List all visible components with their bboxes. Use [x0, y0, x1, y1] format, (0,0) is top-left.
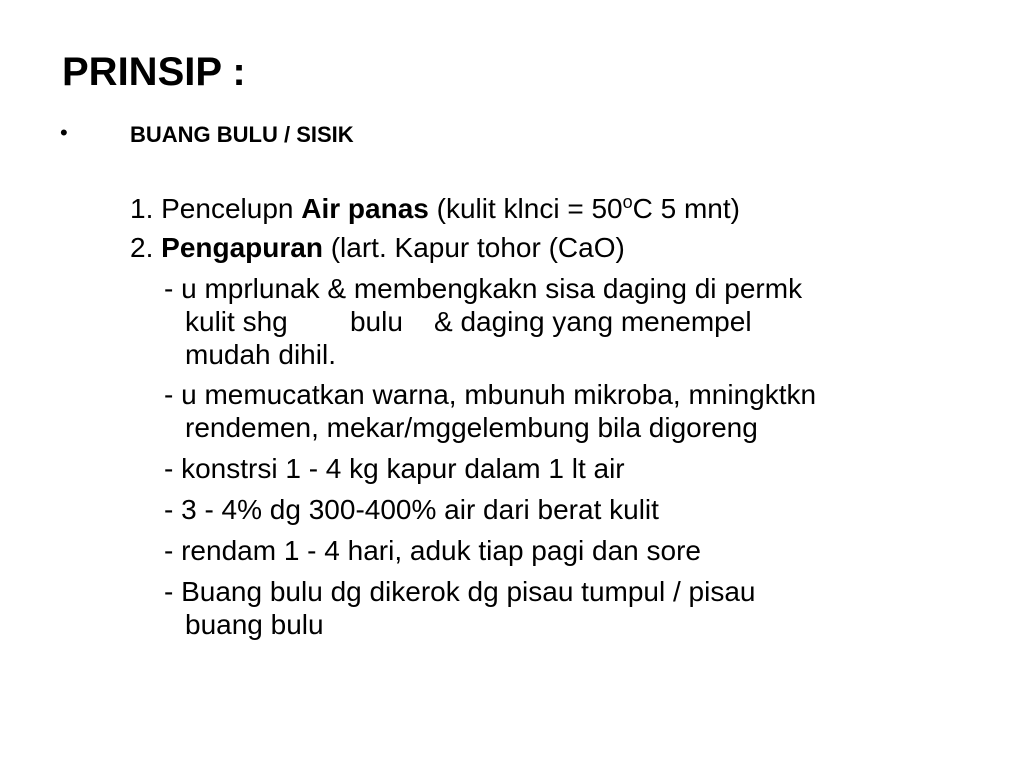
detail-1-line-1: - u mprlunak & membengkakn sisa daging di permk	[164, 273, 803, 304]
detail-2-line-2: rendemen, mekar/mggelembung bila digoreng	[185, 412, 758, 443]
step-2-number: 2.	[130, 232, 162, 263]
step-2	[130, 231, 625, 264]
detail-6-line-1: - Buang bulu dg dikerok dg pisau tumpul / pisau	[164, 576, 756, 607]
detail-3: - konstrsi 1 - 4 kg kapur dalam 1 lt air	[164, 453, 625, 484]
subheading: BUANG BULU / SISIK	[130, 122, 354, 147]
detail-4: - 3 - 4% dg 300-400% air dari berat kulit	[164, 494, 659, 525]
detail-5: - rendam 1 - 4 hari, aduk tiap pagi dan sore	[164, 535, 701, 566]
detail-2-line-1: - u memucatkan warna, mbunuh mikroba, mningktkn	[164, 379, 817, 410]
slide-title: PRINSIP :	[62, 50, 246, 94]
step-2-keyword: Pengapuran	[161, 232, 323, 263]
step-1-text-a: (kulit klnci = 50	[428, 193, 623, 224]
step-1-number: 1. Pencelupn	[130, 193, 302, 224]
step-1-text-b: C 5 mnt)	[632, 193, 740, 224]
detail-1-line-2: kulit shg bulu & daging yang menempel	[185, 306, 752, 337]
degree-superscript: o	[622, 192, 633, 212]
step-2-text: (lart. Kapur tohor (CaO)	[322, 232, 625, 263]
detail-6-line-2: buang bulu	[185, 609, 324, 640]
step-1-keyword: Air panas	[301, 193, 429, 224]
step-1	[130, 192, 740, 225]
bullet-dot: •	[60, 120, 68, 145]
detail-1-line-3: mudah dihil.	[185, 339, 336, 370]
